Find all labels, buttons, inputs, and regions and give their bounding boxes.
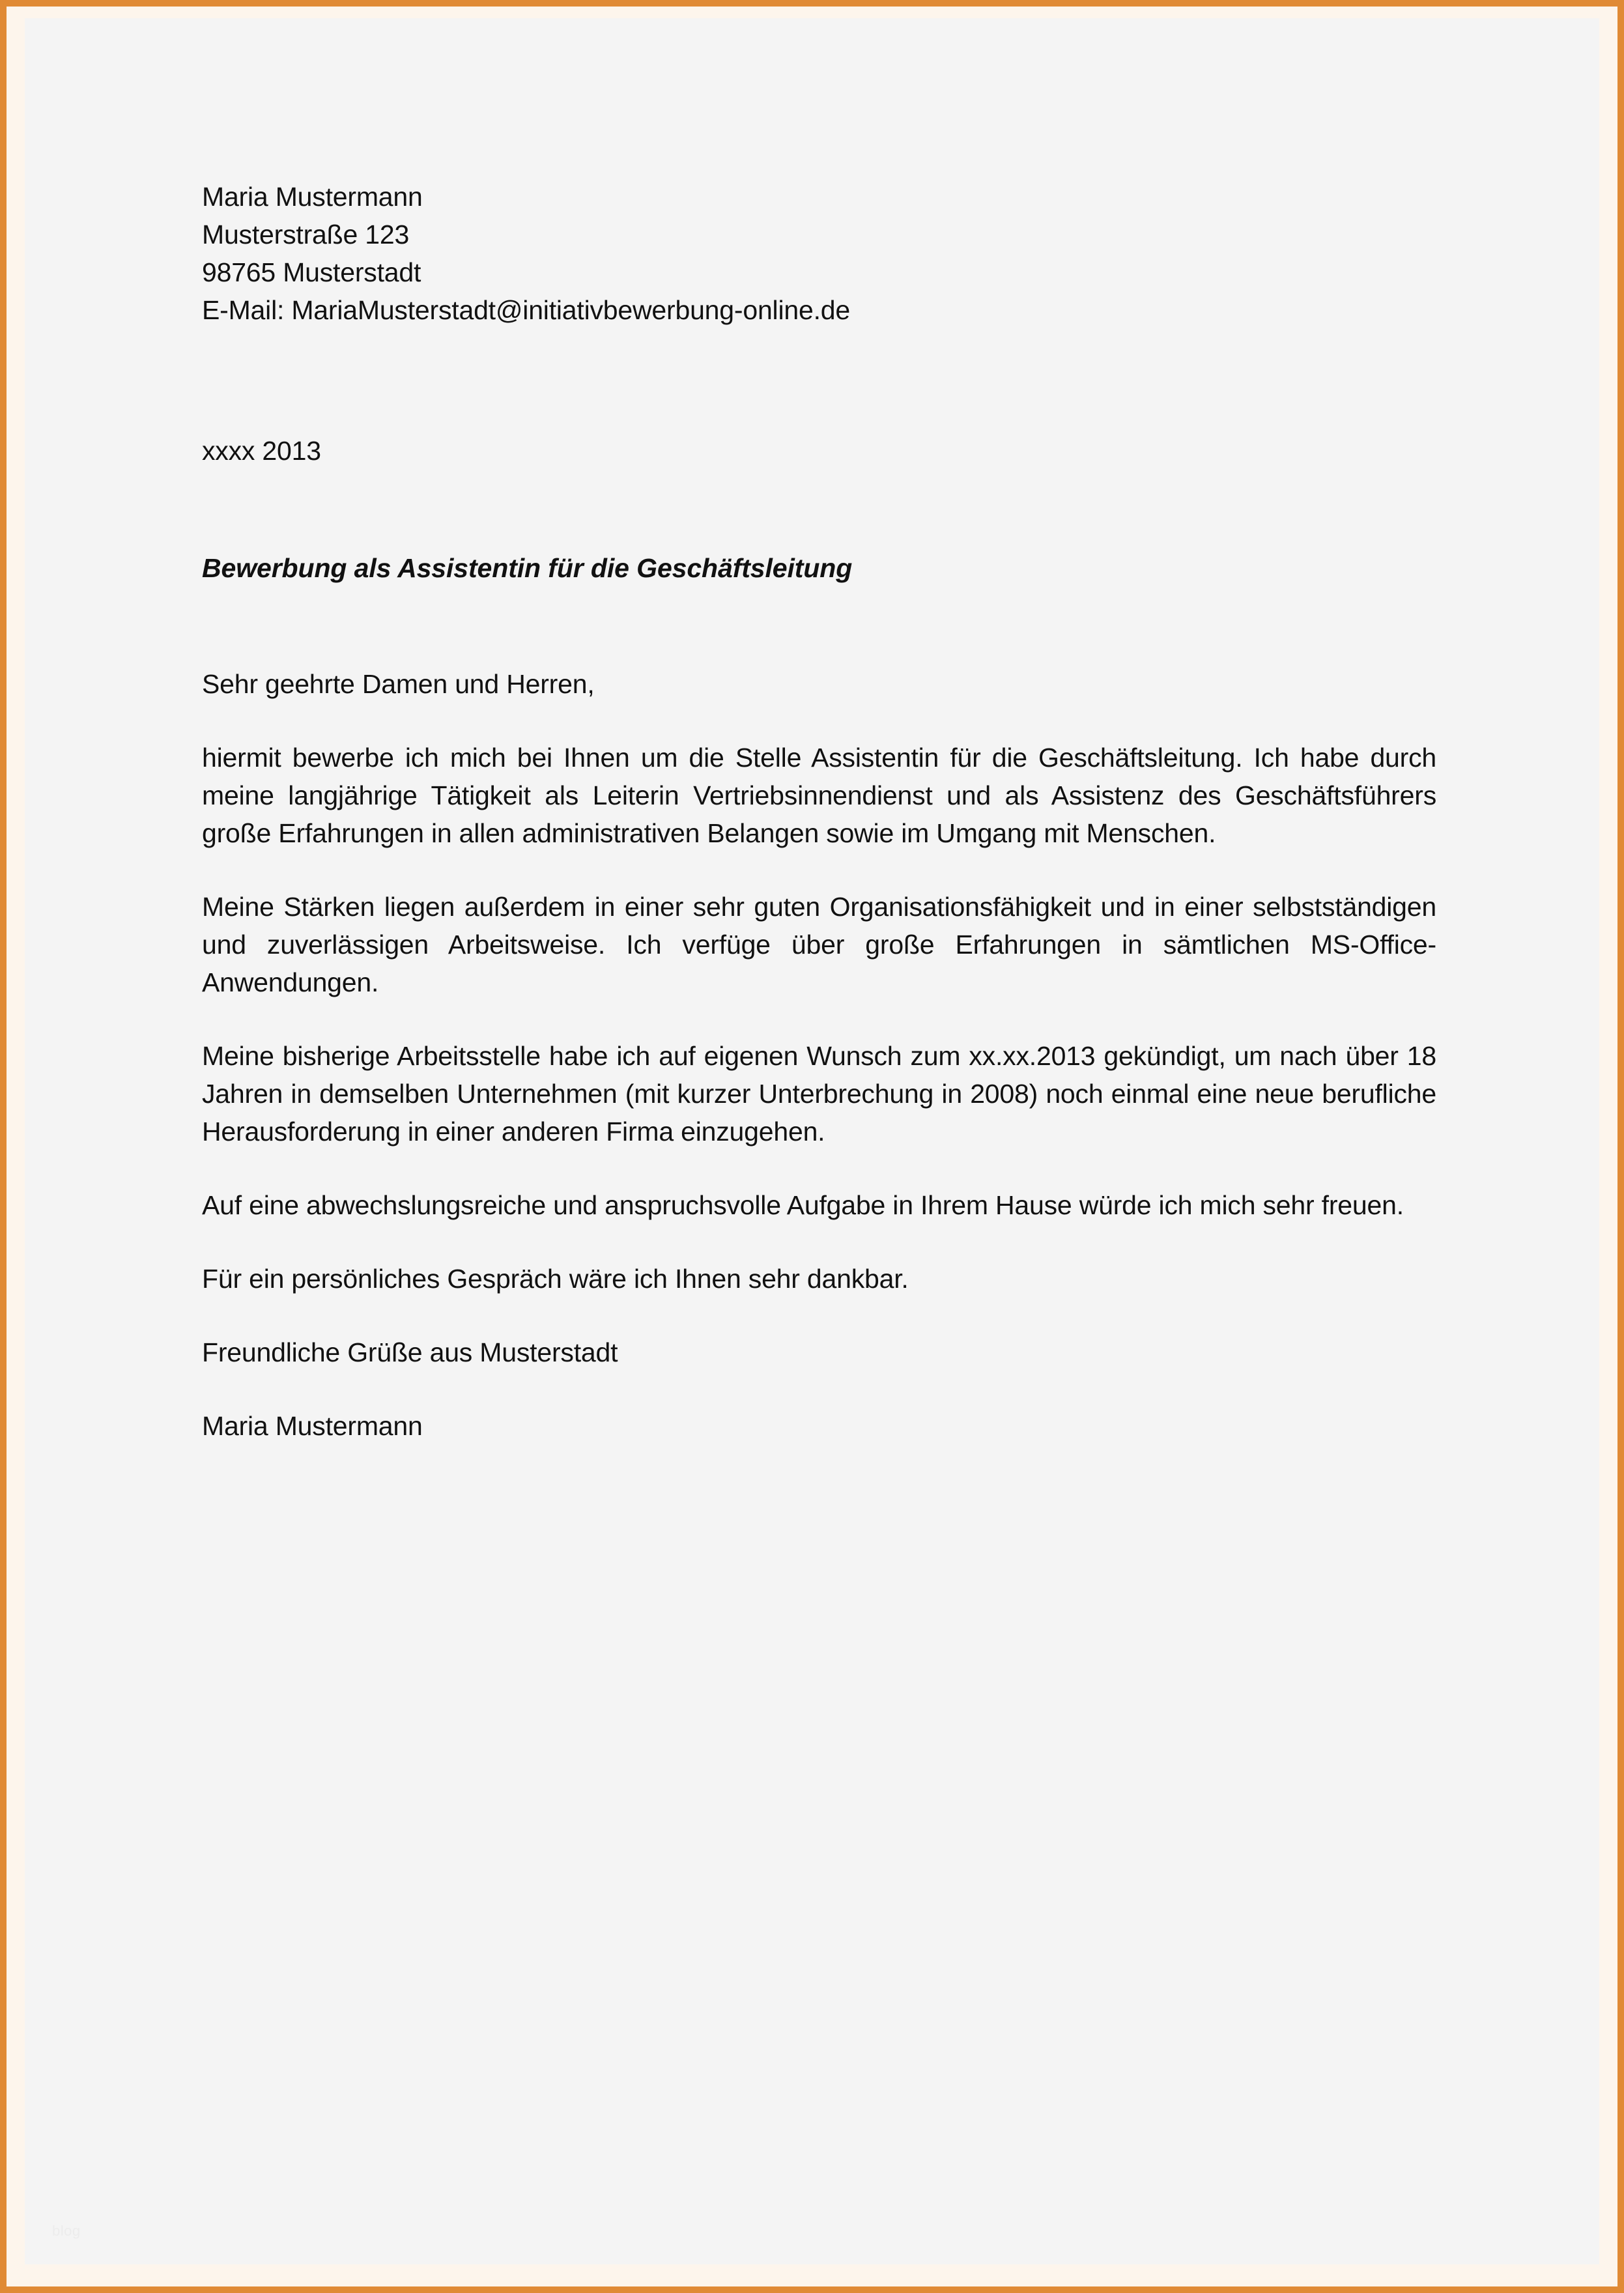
sender-name: Maria Mustermann [202,182,423,212]
sender-email: E-Mail: MariaMusterstadt@initiativbewerbung-online.de [202,295,850,325]
salutation: Sehr geehrte Damen und Herren, [202,669,595,699]
sender-address-block [202,178,1436,329]
closing-signature-name: Maria Mustermann [202,1411,423,1441]
sender-city: 98765 Musterstadt [202,257,421,287]
letter-body [202,178,1436,1445]
body-paragraph-1: hiermit bewerbe ich mich bei Ihnen um die Stelle Assistentin für die Geschäftsleitung. Ich habe durch meine langjährige Tätigkeit als Leiterin Vertriebsinnendienst und als Assistenz des Geschäftsführers große Erfahrungen in allen administrativen Belangen sowie im Umgang mit Menschen. [202,743,1436,848]
sender-street: Musterstraße 123 [202,220,410,249]
body-paragraph-5: Für ein persönliches Gespräch wäre ich Ihnen sehr dankbar. [202,1264,909,1294]
closing-greeting: Freundliche Grüße aus Musterstadt [202,1337,618,1367]
date-line: xxxx 2013 [202,436,321,466]
body-paragraph-2: Meine Stärken liegen außerdem in einer sehr guten Organisationsfähigkeit und in einer selbstständigen und zuverlässigen Arbeitsweise. Ich verfüge über große Erfahrungen in sämtlichen MS-Office-Anwendungen. [202,892,1436,997]
subject-line: Bewerbung als Assistentin für die Geschäftsleitung [202,553,853,583]
body-paragraph-4: Auf eine abwechslungsreiche und anspruchsvolle Aufgabe in Ihrem Hause würde ich mich sehr freuen. [202,1190,1404,1220]
body-paragraph-3: Meine bisherige Arbeitsstelle habe ich auf eigenen Wunsch zum xx.xx.2013 gekündigt, um nach über 18 Jahren in demselben Unternehmen (mit kurzer Unterbrechung in 2008) noch einmal eine neue berufliche Herausforderung in einer anderen Firma einzugehen. [202,1041,1436,1146]
page-sheet [25,18,1599,2264]
page-watermark: blog [52,2223,81,2239]
